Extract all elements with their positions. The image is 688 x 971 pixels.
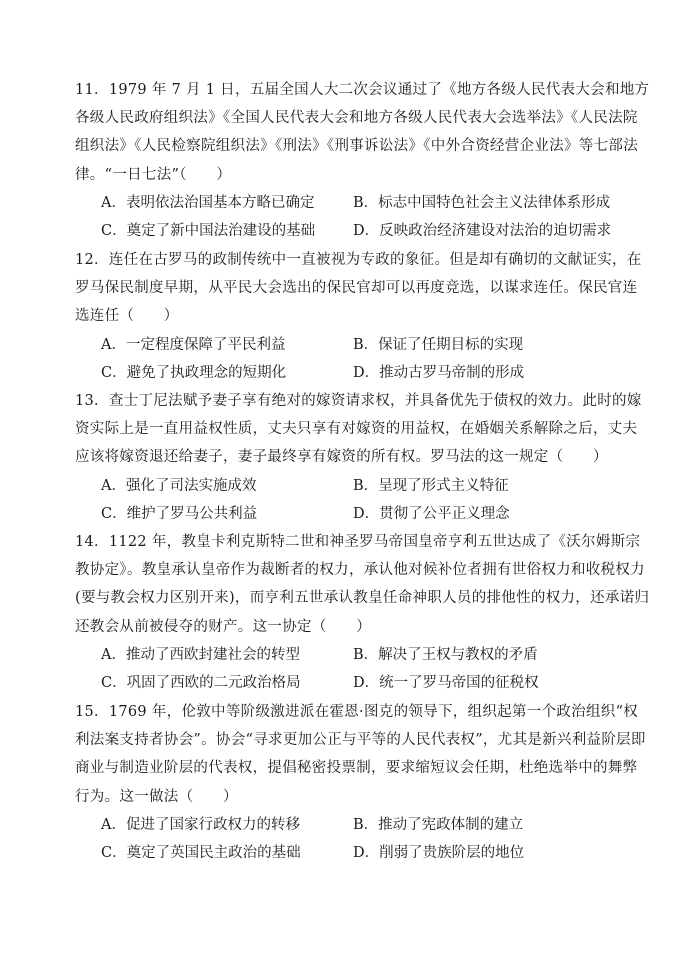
options-row [75, 472, 650, 500]
option-b: B．推动了宪政体制的建立 [353, 816, 524, 833]
option-c: C．维护了罗马公共利益 [101, 505, 258, 522]
options-row [75, 500, 650, 528]
option-b: B．保证了任期目标的实现 [353, 336, 524, 353]
option-a: A．表明依法治国基本方略已确定 [101, 194, 315, 211]
option-d: D．削弱了贵族阶层的地位 [353, 845, 525, 861]
options-row [75, 839, 650, 867]
question-15 [75, 698, 650, 867]
option-c: C．避免了执政理念的短期化 [101, 364, 287, 381]
question-stem: 11．1979 年 7 月 1 日，五届全国人大二次会议通过了《地方各级人民代表大会和地方各级人民政府组织法》《全国人民代表大会和地方各级人民代表大会选举法》《人民法院组织法》《人民检察院组织法》《刑法》《刑事诉讼法》《中外合资经营企业法》等七部法律。“一日七法”（ ） [75, 82, 650, 183]
option-d: D．贯彻了公平正义理念 [353, 505, 510, 522]
option-c: C．奠定了新中国法治建设的基础 [101, 223, 316, 239]
option-a: A．强化了司法实施成效 [101, 477, 257, 494]
options-row [75, 189, 650, 217]
option-b: B．标志中国特色社会主义法律体系形成 [353, 194, 611, 211]
question-stem: 15．1769 年，伦敦中等阶级激进派在霍恩·图克的领导下，组织起第一个政治组织“权利法案支持者协会”。协会“寻求更加公正与平等的人民代表权”，尤其是新兴利益阶层即商业与制造业阶层的代表权，提倡秘密投票制，要求缩短议会任期，杜绝选举中的舞弊行为。这一做法（ ） [75, 704, 646, 805]
option-d: D．反映政治经济建设对法治的迫切需求 [353, 223, 612, 239]
option-b: B．呈现了形式主义特征 [353, 477, 509, 494]
question-stem: 13．查士丁尼法赋予妻子享有绝对的嫁资请求权，并具备优先于债权的效力。此时的嫁资实际上是一直用益权性质，丈夫只享有对嫁资的用益权，在婚姻关系解除之后，丈夫应该将嫁资退还给妻子，妻子最终享有嫁资的所有权。罗马法的这一规定（ ） [75, 393, 642, 466]
option-c: C．巩固了西欧的二元政治格局 [101, 675, 301, 691]
question-stem: 12．连任在古罗马的政制传统中一直被视为专政的象征。但是却有确切的文献证实，在罗马保民制度早期，从平民大会选出的保民官却可以再度竞选，以谋求连任。保民官连选连任（ ） [75, 252, 642, 325]
question-14 [75, 528, 650, 697]
options-row [75, 331, 650, 359]
options-row [75, 669, 650, 697]
options-row [75, 359, 650, 387]
options-row [75, 217, 650, 245]
option-d: D．统一了罗马帝国的征税权 [353, 675, 539, 691]
option-d: D．推动古罗马帝制的形成 [353, 364, 525, 381]
option-c: C．奠定了英国民主政治的基础 [101, 845, 301, 861]
option-b: B．解决了王权与教权的矛盾 [353, 646, 538, 663]
option-a: A．推动了西欧封建社会的转型 [101, 646, 300, 663]
options-row [75, 811, 650, 839]
options-row [75, 641, 650, 669]
question-stem: 14．1122 年，教皇卡利克斯特二世和神圣罗马帝国皇帝亨利五世达成了《沃尔姆斯宗教协定》。教皇承认皇帝作为裁断者的权力，承认他对候补位者拥有世俗权力和收税权力(要与教会权力区别开来)，而亨利五世承认教皇任命神职人员的排他性的权力，还承诺归还教会从前被侵夺的财产。这一协定（ ） [75, 534, 650, 635]
question-11 [75, 76, 650, 245]
question-12 [75, 246, 650, 387]
option-a: A．一定程度保障了平民利益 [101, 336, 286, 353]
question-13 [75, 387, 650, 528]
option-a: A．促进了国家行政权力的转移 [101, 816, 300, 833]
